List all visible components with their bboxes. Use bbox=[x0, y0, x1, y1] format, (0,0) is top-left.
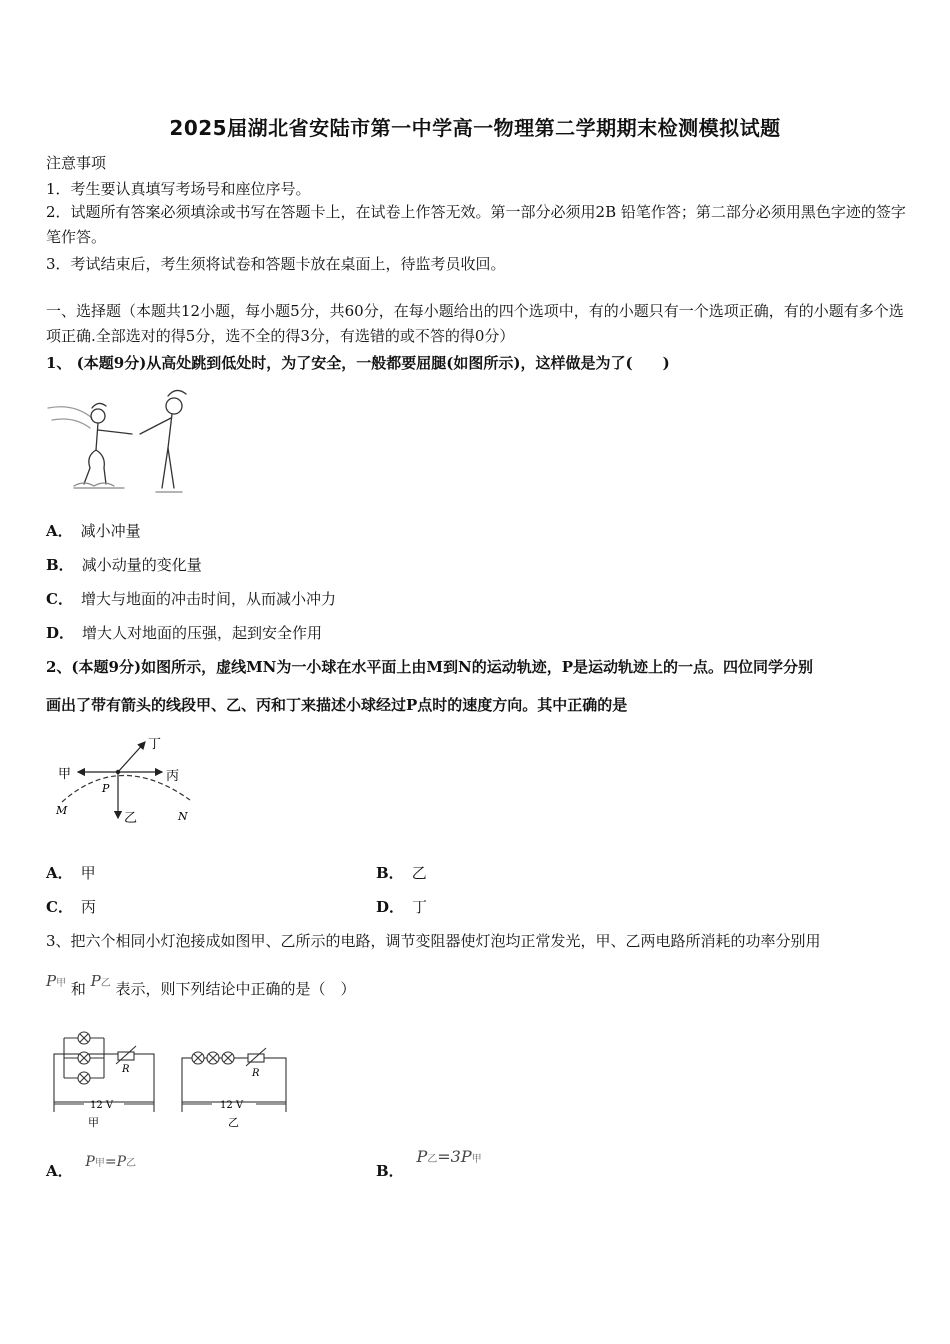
arrow-ding bbox=[118, 742, 145, 772]
section-heading: 一、选择题（本题共12小题，每小题5分，共60分，在每小题给出的四个选项中，有的小题只有一个选项正确，有的小题有多个选项正确.全部选对的得5分，选不全的得3分，有选错的或不答的得0分） bbox=[46, 302, 904, 345]
notice-item-3: 3．考试结束后，考生须将试卷和答题卡放在桌面上，待监考员收回。 bbox=[46, 255, 506, 273]
notice-heading: 注意事项 bbox=[46, 154, 107, 172]
caption-jia: 甲 bbox=[88, 1116, 99, 1129]
q3-stem-line1: 3、把六个相同小灯泡接成如图甲、乙所示的电路，调节变阻器使灯泡均正常发光，甲、乙两电路所消耗的功率分别用 bbox=[46, 932, 821, 950]
rheostat-icon bbox=[248, 1054, 264, 1062]
label-ding: 丁 bbox=[148, 737, 162, 752]
q2-trajectory-figure bbox=[50, 730, 200, 830]
q1-jumping-figure bbox=[44, 388, 189, 500]
q3-option-b[interactable]: B． P乙=3P甲 bbox=[376, 1147, 482, 1180]
page-title: 2025届湖北省安陆市第一中学高一物理第二学期期末检测模拟试题 bbox=[169, 116, 781, 140]
q1-option-b[interactable]: B． 减小动量的变化量 bbox=[46, 556, 202, 574]
q3-circuit-figure bbox=[46, 1030, 296, 1130]
bulb-icon bbox=[222, 1052, 234, 1064]
q1-stem: 1、 (本题9分)从高处跳到低处时，为了安全，一般都要屈腿(如图所示)，这样做是为了( ) bbox=[46, 354, 670, 372]
caption-yi: 乙 bbox=[228, 1116, 239, 1129]
label-n: N bbox=[178, 810, 188, 823]
q2-option-d[interactable]: D． 丁 bbox=[376, 898, 428, 916]
bulb-icon bbox=[207, 1052, 219, 1064]
rheostat-icon bbox=[118, 1052, 134, 1060]
notice-item-1: 1．考生要认真填写考场号和座位序号。 bbox=[46, 180, 311, 198]
symbol-p-yi: P乙 bbox=[90, 972, 111, 990]
label-p: P bbox=[102, 782, 110, 795]
voltage-label-yi: 12 V bbox=[220, 1100, 244, 1111]
circuit-yi-loop bbox=[182, 1058, 286, 1102]
bulb-icon bbox=[78, 1072, 90, 1084]
bulb-icon bbox=[192, 1052, 204, 1064]
q3-option-a-formula: P甲=P乙 bbox=[85, 1154, 136, 1170]
r-label-yi: R bbox=[252, 1068, 260, 1079]
bulb-icon bbox=[78, 1052, 90, 1064]
label-m: M bbox=[56, 804, 68, 817]
r-label-jia: R bbox=[122, 1064, 130, 1075]
q2-option-a[interactable]: A． 甲 bbox=[46, 864, 96, 882]
label-jia: 甲 bbox=[58, 767, 72, 782]
label-bing: 丙 bbox=[166, 769, 180, 784]
q3-option-b-formula: P乙=3P甲 bbox=[416, 1147, 482, 1166]
q3-stem-line2: P甲 和 P乙 表示，则下列结论中正确的是（ ） bbox=[46, 972, 356, 998]
q3-option-a[interactable]: A． P甲=P乙 bbox=[46, 1154, 136, 1180]
q2-option-c[interactable]: C． 丙 bbox=[46, 898, 96, 916]
q2-stem-line1: 2、(本题9分)如图所示，虚线MN为一小球在水平面上由M到N的运动轨迹，P是运动轨迹上的一点。四位同学分别 bbox=[46, 658, 813, 676]
q2-stem-line2: 画出了带有箭头的线段甲、乙、丙和丁来描述小球经过P点时的速度方向。其中正确的是 bbox=[46, 696, 628, 714]
notice-item-2: 2．试题所有答案必须填涂或书写在答题卡上，在试卷上作答无效。第一部分必须用2B 铅笔作答；第二部分必须用黑色字迹的签字笔作答。 bbox=[46, 203, 906, 246]
label-yi: 乙 bbox=[124, 811, 138, 826]
bulb-icon bbox=[78, 1032, 90, 1044]
q1-option-d[interactable]: D． 增大人对地面的压强，起到安全作用 bbox=[46, 624, 323, 642]
q2-option-b[interactable]: B． 乙 bbox=[376, 864, 427, 882]
symbol-p-jia: P甲 bbox=[46, 972, 67, 990]
q1-option-a[interactable]: A． 减小冲量 bbox=[46, 522, 141, 540]
q1-option-c[interactable]: C． 增大与地面的冲击时间，从而减小冲力 bbox=[46, 590, 336, 608]
voltage-label-jia: 12 V bbox=[90, 1100, 114, 1111]
